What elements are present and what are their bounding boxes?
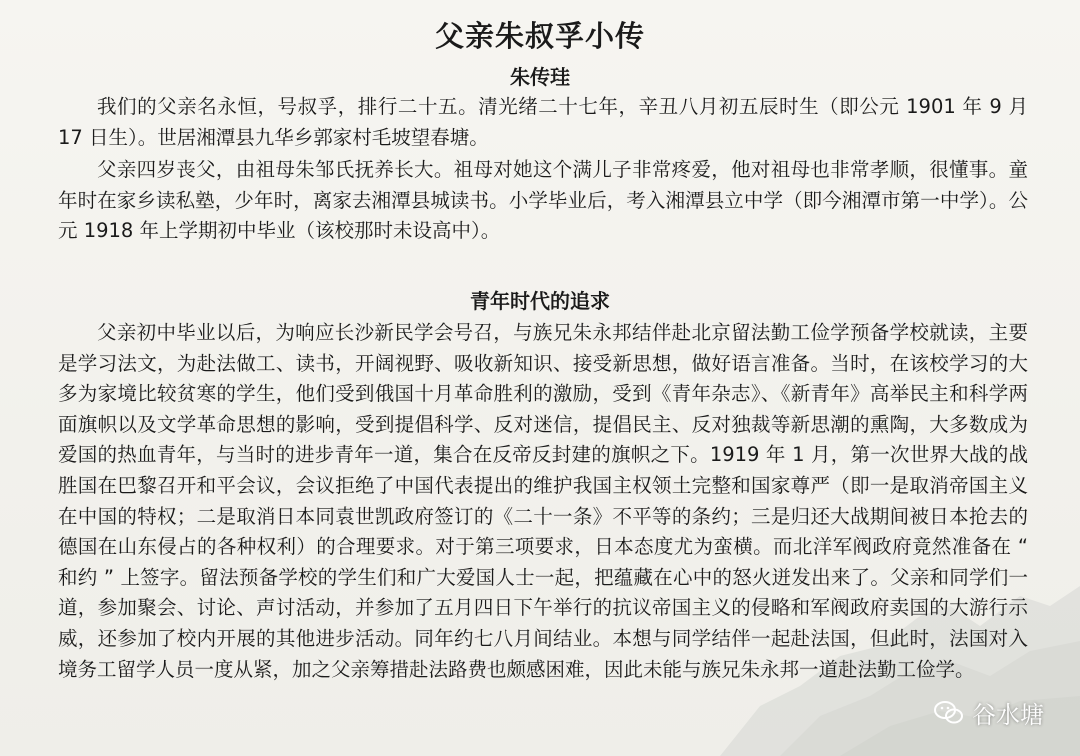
section-heading: 青年时代的追求	[470, 289, 610, 313]
watermark-text: 谷水塘	[972, 701, 1044, 729]
wechat-icon	[934, 700, 964, 726]
paragraph-childhood: 父亲四岁丧父，由祖母朱邹氏抚养长大。祖母对她这个满儿子非常疼爱，他对祖母也非常孝顺，很懂事。童年时在家乡读私塾，少年时，离家去湘潭县城读书。小学毕业后，考入湘潭县立中学（即今湘潭市第一中学）。公元 1918 年上学期初中毕业（该校那时未设高中）。	[58, 158, 1028, 243]
watermark	[934, 695, 1044, 730]
paragraph-youth: 父亲初中毕业以后，为响应长沙新民学会号召，与族兄朱永邦结伴赴北京留法勤工俭学预备学校就读，主要是学习法文，为赴法做工、读书，开阔视野、吸收新知识、接受新思想，做好语言准备。当时，在该校学习的大多为家境比较贫寒的学生，他们受到俄国十月革命胜利的激励，受到《青年杂志》、《新青年》高举民主和科学两面旗帜以及文学革命思想的影响，受到提倡科学、反对迷信，提倡民主、反对独裁等新思潮的熏陶，大多数成为爱国的热血青年，与当时的进步青年一道，集合在反帝反封建的旗帜之下。1919 年 1 月，第一次世界大战的战胜国在巴黎召开和平会议，会议拒绝了中国代表提出的维护我国主权领土完整和国家尊严（即一是取消帝国主义在中国的特权；二是取消日本同袁世凯政府签订的《二十一条》不平等的条约；三是归还大战期间被日本抢去的德国在山东侵占的各种权利）的合理要求。对于第三项要求，日本态度尤为蛮横。而北洋军阀政府竟然准备在 “ 和约 ” 上签字。留法预备学校的学生们和广大爱国人士一起，把蕴藏在心中的怒火迸发出来了。父亲和同学们一道，参加聚会、讨论、声讨活动，并参加了五月四日下午举行的抗议帝国主义的侵略和军阀政府卖国的大游行示威，还参加了校内开展的其他进步活动。同年约七八月间结业。本想与同学结伴一起赴法国，但此时，法国对入境务工留学人员一度从紧，加之父亲筹措赴法路费也颇感困难，因此未能与族兄朱永邦一道赴法勤工俭学。	[58, 321, 1028, 681]
document-author: 朱传珪	[510, 65, 570, 89]
paragraph-birth: 我们的父亲名永恒，号叔孚，排行二十五。清光绪二十七年，辛丑八月初五辰时生（即公元 1901 年 9 月 17 日生）。世居湘潭县九华乡郭家村毛坡望春塘。	[58, 95, 1028, 149]
document-title: 父亲朱叔孚小传	[434, 19, 645, 53]
